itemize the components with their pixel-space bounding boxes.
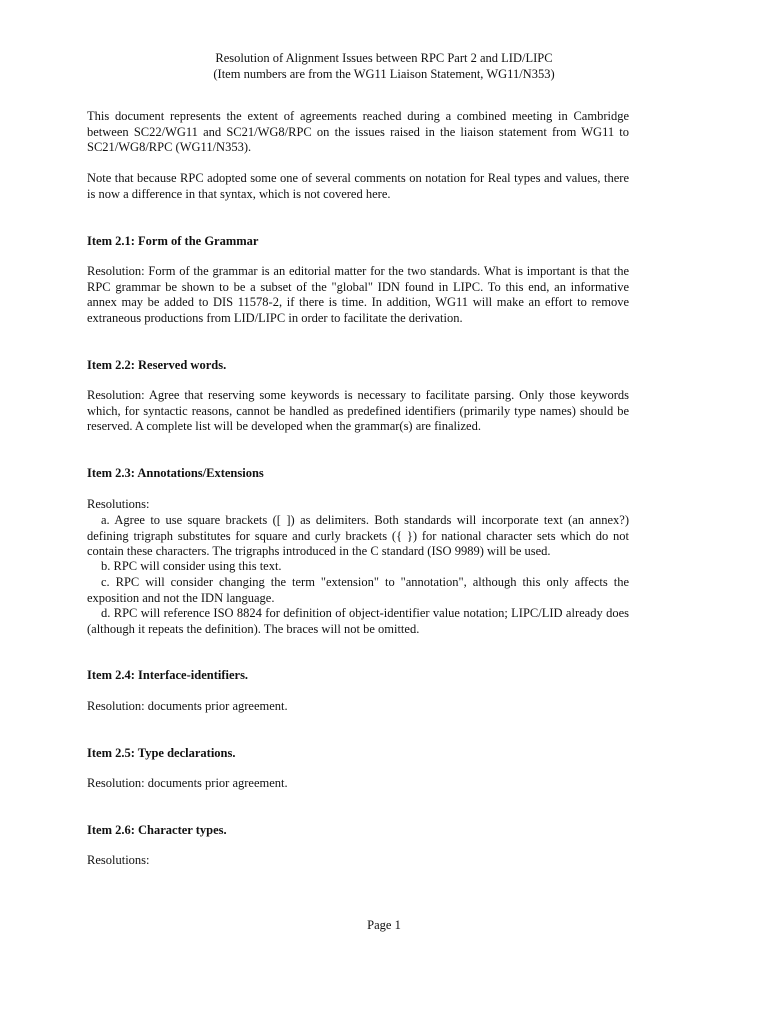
item-2-6-heading: Item 2.6: Character types. [87, 823, 227, 837]
intro-paragraph: This document represents the extent of agreements reached during a combined meeting in Cambridge between SC22/WG11 and SC21/WG8/RPC on the issues raised in the liaison statement from WG11 to SC21/WG8/RPC (WG11/N353). [87, 109, 629, 155]
item-2-1-heading: Item 2.1: Form of the Grammar [87, 234, 259, 248]
item-2-3-heading: Item 2.3: Annotations/Extensions [87, 466, 264, 480]
item-2-3-subitem-d: d. RPC will reference ISO 8824 for definition of object-identifier value notation; LIPC/LID already does (although it repeats the definition). The braces will not be omitted. [87, 606, 629, 636]
item-2-4-body: Resolution: documents prior agreement. [87, 699, 288, 713]
document-subtitle: (Item numbers are from the WG11 Liaison Statement, WG11/N353) [213, 67, 555, 81]
item-2-5-body: Resolution: documents prior agreement. [87, 776, 288, 790]
item-2-3-subitem-a: a. Agree to use square brackets ([ ]) as delimiters. Both standards will incorporate text (an annex?) defining trigraph substitutes for square and curly brackets ({ }) for national character sets which do not contain these characters. The trigraphs introduced in the C standard (ISO 9989) will be used. [87, 513, 629, 559]
note-paragraph: Note that because RPC adopted some one of several comments on notation for Real types and values, there is now a difference in that syntax, which is not covered here. [87, 171, 629, 201]
item-2-1-body: Resolution: Form of the grammar is an editorial matter for the two standards. What is important is that the RPC grammar be shown to be a subset of the "global" IDN found in LIPC. To this end, an informative annex may be added to DIS 11578-2, if there is time. In addition, WG11 will make an effort to remove extraneous productions from LID/LIPC in order to facilitate the derivation. [87, 264, 629, 325]
document-title: Resolution of Alignment Issues between RPC Part 2 and LID/LIPC [215, 51, 553, 65]
item-2-4-heading: Item 2.4: Interface-identifiers. [87, 668, 249, 682]
item-2-3-body: Resolutions: [87, 497, 150, 511]
item-2-2-body: Resolution: Agree that reserving some keywords is necessary to facilitate parsing. Only those keywords which, for syntactic reasons, cannot be handled as predefined identifiers (primarily type names) should be reserved. A complete list will be developed when the grammar(s) are finalized. [87, 388, 629, 434]
page-number: Page 1 [367, 918, 401, 932]
item-2-3-subitem-c: c. RPC will consider changing the term "extension" to "annotation", although this only affects the exposition and not the IDN language. [87, 575, 629, 605]
item-2-5-heading: Item 2.5: Type declarations. [87, 746, 236, 760]
item-2-2-heading: Item 2.2: Reserved words. [87, 358, 227, 372]
item-2-3-subitem-b: b. RPC will consider using this text. [101, 559, 282, 573]
item-2-6-body: Resolutions: [87, 853, 150, 867]
